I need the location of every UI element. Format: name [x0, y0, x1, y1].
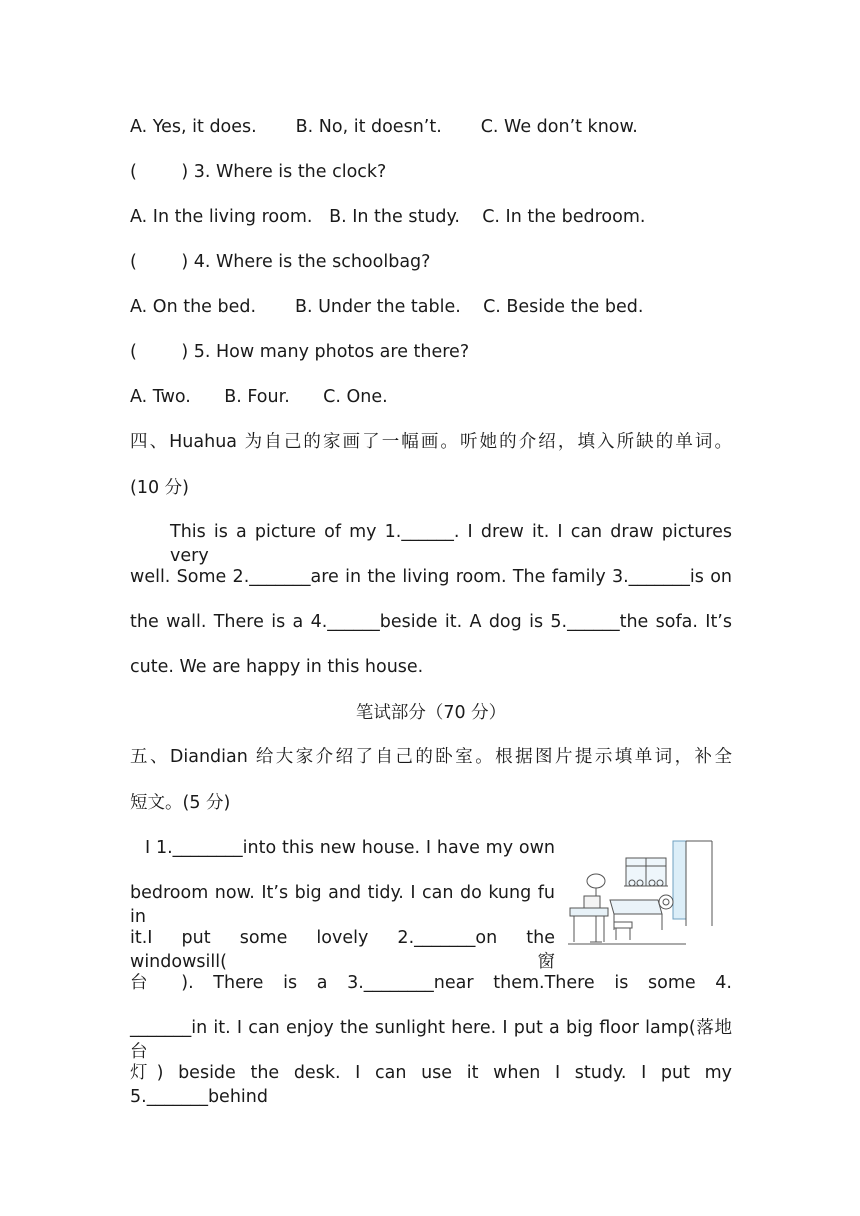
section5-paragraph-line: 台 ). There is a 3.________near them.There is some 4. [130, 973, 732, 993]
section5-paragraph-line: 灯) beside the desk. I can use it when I study. I put my 5._______behind [130, 1063, 732, 1107]
section5-paragraph-line: _______in it. I can enjoy the sunlight here. I put a big floor lamp(落地台 [130, 1018, 732, 1062]
q3-question: ( ) 3. Where is the clock? [130, 162, 387, 182]
section4-score: (10 分) [130, 478, 189, 498]
q3-options: A. In the living room. B. In the study. C. In the bedroom. [130, 207, 646, 227]
q5-question: ( ) 5. How many photos are there? [130, 342, 470, 362]
section4-paragraph-line: the wall. There is a 4.______beside it. A dog is 5.______the sofa. It’s [130, 612, 732, 632]
section5-heading: 五、Diandian 给大家介绍了自己的卧室。根据图片提示填单词，补全 [130, 747, 732, 767]
q5-options: A. Two. B. Four. C. One. [130, 387, 388, 407]
section4-paragraph-line: well. Some 2._______are in the living room. The family 3._______is on [130, 567, 732, 587]
q4-options: A. On the bed. B. Under the table. C. Beside the bed. [130, 297, 644, 317]
section5-paragraph-line: I 1.________into this new house. I have my own [145, 838, 555, 858]
section4-paragraph-line: cute. We are happy in this house. [130, 657, 424, 677]
section5-paragraph-line: bedroom now. It’s big and tidy. I can do kung fu in [130, 883, 555, 927]
section4-paragraph-line: This is a picture of my 1.______. I drew it. I can draw pictures very [170, 522, 732, 566]
section5-paragraph-line: it.I put some lovely 2._______on the windowsill(窗 [130, 928, 555, 972]
q2-options: A. Yes, it does. B. No, it doesn’t. C. We don’t know. [130, 117, 638, 137]
section4-heading: 四、Huahua 为自己的家画了一幅画。听她的介绍，填入所缺的单词。 [130, 432, 732, 452]
written-part-title: 笔试部分（70 分） [355, 703, 507, 723]
bedroom-illustration [566, 836, 716, 948]
q4-question: ( ) 4. Where is the schoolbag? [130, 252, 431, 272]
section5-score: 短文。(5 分) [130, 793, 231, 813]
